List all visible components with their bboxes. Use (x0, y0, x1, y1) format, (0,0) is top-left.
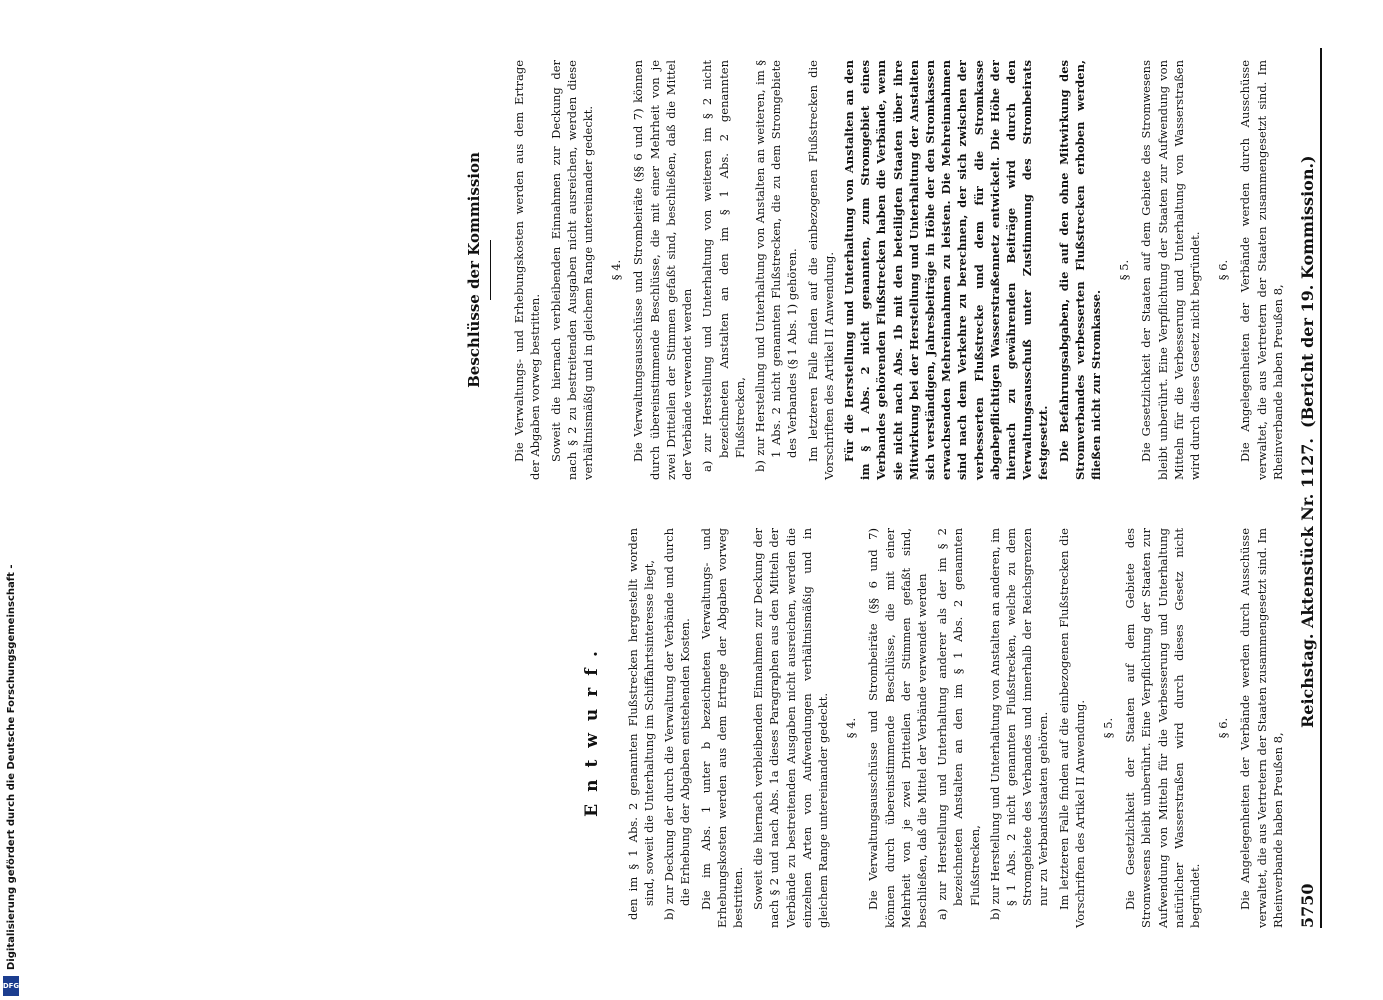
page-title: Reichstag. Aktenstück Nr. 1127. (1298, 438, 1317, 728)
section-marker: § 6. (1216, 259, 1231, 281)
column-commission (0, 60, 1290, 480)
paragraph: Soweit die hiernach verbleibenden Einnahmen zur Deckung der nach § 2 und nach Abs. 1a dieses Paragraphen aus den Mitteln der Verbände zu bestreitenden Ausgaben nicht ausreichen, werden die einzelnen Arten von Aufwendungen verhältnismäßig und in gleichem Range untereinander gedeckt. (751, 528, 830, 928)
column-heading: Beschlüsse der Kommission (465, 152, 484, 388)
paragraph: Die Verwaltungsausschüsse und Strombeiräte (§§ 6 und 7) können durch übereinstimmende Beschlüsse, die mit einer Mehrheit von je zwei Dritteilen der Stimmen gefaßt sind, beschließen, daß die Mittel der Verbände verwendet werden (866, 528, 929, 928)
paragraph: Im letzteren Falle finden auf die einbezogenen Flußstrecken die Vorschriften des Artikel II Anwendung. (1056, 528, 1087, 928)
page-header (1298, 58, 1328, 928)
paragraph: Die Verwaltungs- und Erhebungskosten werden aus dem Ertrage der Abgaben vorweg bestritten. (512, 60, 543, 480)
section-marker: § 5. (1100, 717, 1115, 739)
item-b: b) zur Herstellung und Unterhaltung von Anstalten an anderen, im § 1 Abs. 2 nicht genannten Flußstrecken, welche zu dem Stromgebiete des Verbandes und innerhalb der Reichsgrenzen nur zu Verbandsstaaten gehören. (987, 528, 1051, 920)
column-draft (0, 528, 1290, 928)
paragraph: Die Verwaltungsausschüsse und Strombeiräte (§§ 6 und 7) können durch übereinstimmende Beschlüsse, die mit einer Mehrheit von je zwei Dritteilen der Stimmen gefaßt sind, beschließen, daß die Mittel der Verbände verwendet werden (631, 60, 695, 480)
page-number: 5750 (1298, 883, 1317, 928)
paragraph-bold (841, 60, 1052, 480)
paragraph: Soweit die hiernach verbleibenden Einnahmen zur Deckung der nach § 2 zu bestreitenden Ausgaben nicht ausreichen, werden diese verhältnismäßig und in gleichem Range untereinander gedeckt. (548, 60, 596, 480)
section-marker: § 6. (1216, 717, 1231, 739)
page-title-continuation: (Bericht der 19. Kommission.) (1298, 155, 1317, 428)
credit-text: Digitalisierung gefördert durch die Deutsche Forschungsgemeinschaft - (6, 564, 17, 970)
column-heading: Entwurf. (582, 639, 603, 817)
section-marker: § 4. (844, 717, 859, 739)
item-a: a) zur Herstellung und Unterhaltung anderer als der im § 2 bezeichneten Anstalten an den im § 1 Abs. 2 genannten Flußstrecken, (935, 528, 982, 920)
item-a: a) zur Herstellung und Unterhaltung von weiteren im § 2 nicht bezeichneten Anstalten an den im § 1 Abs. 2 genannten Flußstrecken, (700, 60, 747, 472)
item-b: b) zur Deckung der durch die Verwaltung der Verbände und durch die Erhebung der Abgaben entstehenden Kosten. (662, 528, 693, 920)
paragraph: Die Gesetzlichkeit der Staaten auf dem Gebiete des Stromwesens bleibt unberührt. Eine Verpflichtung der Staaten zur Aufwendung von Mitteln für die Verbesserung und Unterhaltung von Wasserstraßen wird durch dieses Gesetz nicht begründet. (1139, 60, 1202, 480)
paragraph: Im letzteren Falle finden auf die einbezogenen Flußstrecken die Vorschriften des Artikel II Anwendung. (805, 60, 836, 480)
paragraph-bold (1056, 60, 1105, 480)
dfg-logo: DFG (3, 976, 19, 996)
paragraph: Die Gesetzlichkeit der Staaten auf dem Gebiete des Stromwesens bleibt unberührt. Eine Verpflichtung der Staaten zur Aufwendung von Mitteln für die Verbesserung und Unterhaltung natürlicher Wasserstraßen wird durch dieses Gesetz nicht begründet. (1123, 528, 1202, 928)
paragraph: Die im Abs. 1 unter b bezeichneten Verwaltungs- und Erhebungskosten werden aus dem Ertrage der Abgaben vorweg bestritten. (698, 528, 745, 928)
item-b: b) zur Herstellung und Unterhaltung von Anstalten an weiteren, im § 1 Abs. 2 nicht genannten Flußstrecken, die zu dem Stromgebiete des Verbandes (§ 1 Abs. 1) gehören. (752, 60, 800, 472)
header-rule (1320, 48, 1322, 928)
section-marker: § 4. (609, 259, 624, 281)
bold-text: Die Befahrungsabgaben, die auf den ohne Mitwirkung des Stromverbandes verbesserten Flußstrecken erhoben werden, fließen nicht zur Stromkasse. (1056, 60, 1103, 480)
heading-rule (490, 240, 491, 300)
paragraph: Die Angelegenheiten der Verbände werden durch Ausschüsse verwaltet, die aus Vertretern der Staaten zusammengesetzt sind. Im Rheinverbande haben Preußen 8, (1238, 528, 1285, 928)
section-marker: § 5. (1117, 259, 1132, 281)
digitization-credit (0, 564, 24, 1000)
bold-text: Für die Herstellung und Unterhaltung von Anstalten an den im § 1 Abs. 2 nicht genannten, zum Stromgebiet eines Verbandes gehörenden Flußstrecken haben die Verbände, wenn sie nicht nach Abs. 1b mit den beteiligten Staaten über ihre Mitwirkung bei der Herstellung und Unterhaltung der Anstalten sich verständigen, Jahresbeiträge in Höhe der den Stromkassen erwachsenden Mehreinnahmen zu leisten. Die Mehreinnahmen sind nach dem Verkehre zu berechnen, der sich zwischen der verbesserten Flußstrecke und dem für die Stromkasse abgabepflichtigen Wasserstraßennetz entwickelt. Die Höhe der hiernach zu gewährenden Beiträge wird durch den Verwaltungsausschuß unter Zustimmung des Strombeirats festgesetzt. (841, 60, 1051, 480)
paragraph: Die Angelegenheiten der Verbände werden durch Ausschüsse verwaltet, die aus Vertretern der Staaten zusammengesetzt sind. Im Rheinverbande haben Preußen 8, (1238, 60, 1285, 480)
item-a-continuation: den im § 1 Abs. 2 genannten Flußstrecken hergestellt worden sind, soweit die Unterhaltung im Schiffahrtsinteresse liegt, (625, 528, 656, 920)
